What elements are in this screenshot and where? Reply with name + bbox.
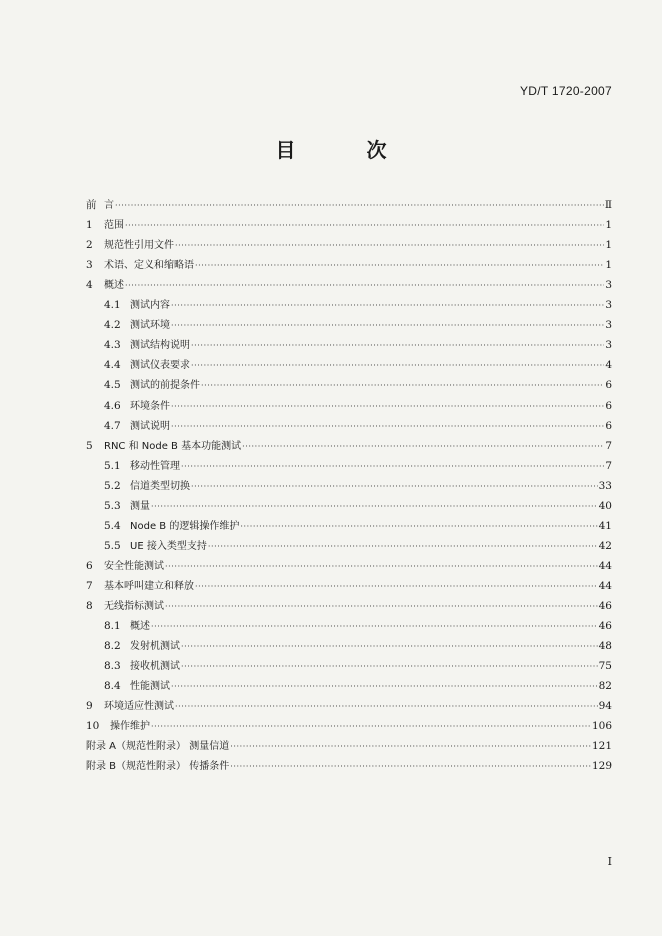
toc-entry-number: 8.3 [104,660,121,673]
toc-entry[interactable] [86,633,612,653]
toc-entry-page: 42 [598,539,612,552]
toc-entry[interactable] [86,292,612,312]
toc-entry-page: 7 [605,439,612,452]
dot-leader [230,740,591,753]
toc-entry-number: 4.6 [104,399,121,412]
toc-entry-page: 40 [598,499,612,512]
toc-entry-title: 基本呼叫建立和释放 [104,580,194,592]
toc-entry-title: 测试结构说明 [130,340,190,352]
toc-entry-title: 操作维护 [110,721,150,733]
dot-leader [201,379,604,392]
toc-entry-title: 性能测试 [130,681,170,693]
toc-entry-number: 5.4 [104,519,121,532]
toc-entry-number: 8.2 [104,640,121,653]
toc-entry[interactable] [86,232,612,252]
dot-leader [191,339,604,352]
toc-entry[interactable] [86,372,612,392]
toc-entry[interactable] [86,593,612,613]
toc-entry[interactable] [86,413,612,433]
toc-entry-page: 41 [598,519,612,532]
toc-entry-page: 6 [605,399,612,412]
toc-entry-number: 前 [86,199,97,212]
dot-leader [171,319,604,332]
toc-entry-title: 信道类型切换 [130,480,190,492]
toc-entry[interactable] [86,753,612,773]
toc-entry-number: 5.1 [104,459,121,472]
toc-entry[interactable] [86,733,612,753]
toc-entry-number: 6 [86,559,93,572]
toc-entry-page: 44 [598,579,612,592]
toc-entry-number: 8.4 [104,680,121,693]
toc-entry[interactable] [86,653,612,673]
toc-entry-title: 言 [104,200,114,212]
toc-entry-title: 概述 [130,621,150,633]
toc-entry-number: 3 [86,259,93,272]
toc-entry-title: 测试的前提条件 [130,380,200,392]
dot-leader [125,279,604,292]
toc-entry-title: 附录 B（规范性附录） 传播条件 [86,761,230,773]
toc-entry-page: 1 [605,239,612,252]
toc-entry-page: Ⅱ [604,199,612,212]
toc-entry-title: 环境条件 [130,400,170,412]
dot-leader [230,760,591,773]
toc-entry-number: 10 [86,720,100,733]
dot-leader [125,219,604,232]
toc-entry[interactable] [86,713,612,733]
dot-leader [171,420,604,433]
dot-leader [191,359,604,372]
dot-leader [175,700,598,713]
toc-entry-title: 测试环境 [130,320,170,332]
toc-entry[interactable] [86,192,612,212]
dot-leader [181,640,598,653]
dot-leader [165,560,598,573]
toc-entry-number: 2 [86,239,93,252]
toc-entry-title: UE 接入类型支持 [130,540,207,552]
toc-entry-page: 44 [598,559,612,572]
table-of-contents [86,192,612,773]
toc-entry-title: 测试仪表要求 [130,360,190,372]
toc-entry[interactable] [86,693,612,713]
toc-entry-number: 4.7 [104,419,121,432]
dot-leader [151,720,591,733]
toc-entry-number: 5.5 [104,539,121,552]
toc-entry-page: 94 [598,700,612,713]
toc-entry[interactable] [86,473,612,493]
dot-leader [181,660,598,673]
toc-entry-title: 规范性引用文件 [104,240,174,252]
toc-entry[interactable] [86,553,612,573]
toc-entry[interactable] [86,352,612,372]
standard-code: YD/T 1720-2007 [519,84,612,98]
dot-leader [171,299,604,312]
toc-entry[interactable] [86,573,612,593]
toc-entry[interactable] [86,272,612,292]
toc-entry-title: Node B 的逻辑操作维护 [130,520,240,532]
toc-entry-page: 82 [598,680,612,693]
dot-leader [171,680,598,693]
toc-entry-page: 1 [605,259,612,272]
toc-entry-page: 75 [598,660,612,673]
dot-leader [115,199,604,212]
toc-entry[interactable] [86,312,612,332]
toc-entry[interactable] [86,453,612,473]
toc-entry-number: 5.2 [104,479,121,492]
toc-entry-page: 46 [598,620,612,633]
toc-entry-number: 4.3 [104,339,121,352]
toc-entry-title: 测试内容 [130,300,170,312]
toc-entry-page: 4 [605,359,612,372]
toc-entry-page: 1 [605,219,612,232]
toc-entry-title: 附录 A（规范性附录） 测量信道 [86,741,230,753]
toc-entry-page: 6 [605,379,612,392]
dot-leader [191,480,598,493]
toc-entry-page: 121 [591,740,612,753]
toc-entry-title: 发射机测试 [130,641,180,653]
toc-entry[interactable] [86,533,612,553]
toc-entry-title: 术语、定义和缩略语 [104,260,194,272]
toc-entry-title: RNC 和 Node B 基本功能测试 [104,440,242,452]
toc-entry-number: 8 [86,599,93,612]
toc-entry[interactable] [86,513,612,533]
dot-leader [240,520,597,533]
dot-leader [208,540,598,553]
toc-entry[interactable] [86,212,612,232]
toc-entry-title: 无线指标测试 [104,600,164,612]
dot-leader [171,400,604,413]
dot-leader [175,239,604,252]
toc-entry-number: 4.1 [104,299,121,312]
dot-leader [195,259,604,272]
toc-entry[interactable] [86,252,612,272]
toc-entry-page: 3 [605,339,612,352]
toc-entry-page: 33 [598,479,612,492]
toc-entry-page: 3 [605,319,612,332]
toc-entry-title: 安全性能测试 [104,560,164,572]
dot-leader [165,600,598,613]
toc-entry[interactable] [86,613,612,633]
dot-leader [151,500,598,513]
toc-entry-number: 4.2 [104,319,121,332]
toc-entry-page: 3 [605,299,612,312]
toc-entry-title: 测试说明 [130,420,170,432]
toc-entry-number: 4.5 [104,379,121,392]
toc-entry-page: 46 [598,599,612,612]
toc-entry-page: 3 [605,279,612,292]
toc-entry-page: 106 [591,720,612,733]
toc-entry-number: 4.4 [104,359,121,372]
dot-leader [181,460,604,473]
toc-entry-page: 6 [605,419,612,432]
toc-entry-title: 范围 [104,220,124,232]
toc-entry-number: 5.3 [104,499,121,512]
toc-entry[interactable] [86,673,612,693]
toc-entry[interactable] [86,332,612,352]
toc-entry-page: 129 [591,760,612,773]
toc-entry[interactable] [86,493,612,513]
toc-entry-page: 7 [605,459,612,472]
toc-entry-page: 48 [598,640,612,653]
toc-entry[interactable] [86,433,612,453]
toc-entry-title: 环境适应性测试 [104,701,174,713]
toc-entry-title: 移动性管理 [130,460,180,472]
toc-entry-number: 9 [86,700,93,713]
page-number: I [607,855,612,868]
toc-entry-title: 概述 [104,280,124,292]
toc-entry-number: 1 [86,219,93,232]
toc-entry-number: 7 [86,579,93,592]
toc-entry[interactable] [86,392,612,412]
dot-leader [242,440,604,453]
dot-leader [195,580,598,593]
toc-entry-number: 8.1 [104,620,121,633]
toc-entry-title: 接收机测试 [130,661,180,673]
page-title: 目 次 [275,138,419,162]
toc-entry-title: 测量 [130,500,150,512]
dot-leader [151,620,598,633]
toc-entry-number: 4 [86,279,93,292]
toc-entry-number: 5 [86,439,93,452]
